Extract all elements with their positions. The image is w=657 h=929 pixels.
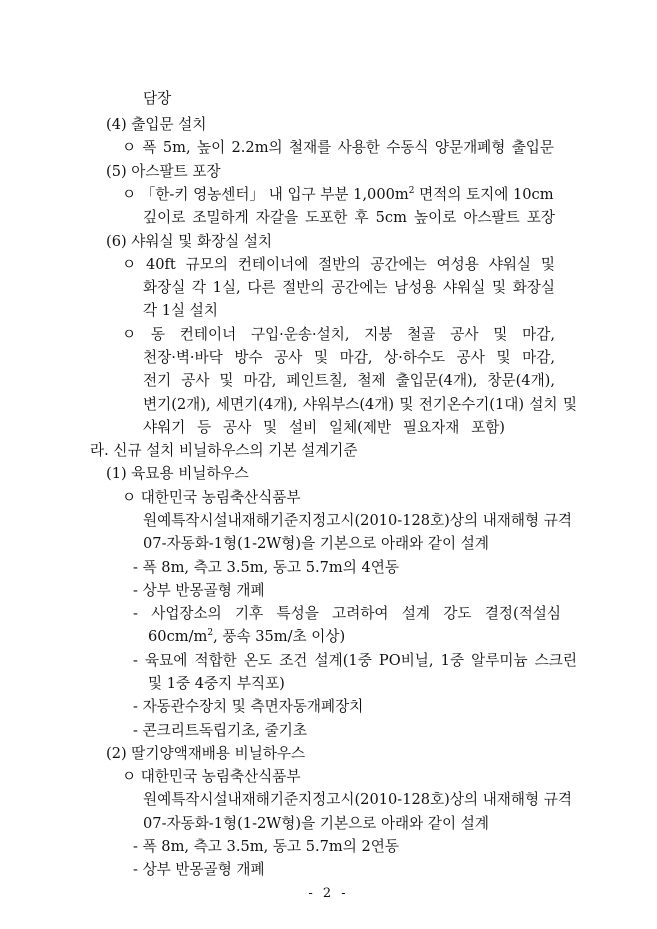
text-line: 변기(2개), 세면기(4개), 샤워부스(4개) 및 전기온수기(1대) 설치 및	[143, 396, 577, 413]
subsection-heading-1: (1) 육묘용 비닐하우스	[106, 465, 249, 482]
dash-item: - 콘크리트독립기초, 줄기초	[133, 722, 307, 739]
bullet-item: ㅇ 대한민국 농림축산식품부	[122, 768, 301, 785]
text-line: 07-자동화-1형(1-2W형)을 기본으로 아래와 같이 설계	[143, 535, 489, 552]
bullet-item: ㅇ 40ft 규모의 컨테이너에 절반의 공간에는 여성용 샤워실 및	[122, 256, 555, 273]
dash-item: - 폭 8m, 측고 3.5m, 동고 5.7m의 4연동	[133, 559, 399, 576]
page-number: - 2 -	[308, 886, 349, 901]
text-line: 및 1중 4중지 부직포)	[148, 675, 285, 692]
dash-item: - 폭 8m, 측고 3.5m, 동고 5.7m의 2연동	[133, 838, 399, 855]
section-heading-4: (4) 출입문 설치	[106, 116, 207, 133]
text-line: $60cm/m^2$, 풍속 35m/초 이상)	[148, 628, 346, 645]
text-line: 07-자동화-1형(1-2W형)을 기본으로 아래와 같이 설계	[143, 815, 489, 832]
bullet-item: ㅇ 「한-키 영농센터」 내 입구 부분 $1,000m^2$ 면적의 토지에 10cm	[122, 186, 554, 203]
dash-item: - 상부 반몽골형 개폐	[133, 582, 265, 599]
subsection-heading-2: (2) 딸기양액재배용 비닐하우스	[106, 745, 306, 762]
text-line: 화장실 각 1실, 다른 절반의 공간에는 남성용 샤워실 및 화장실	[143, 279, 555, 296]
dash-item: - 자동관수장치 및 측면자동개폐장치	[133, 698, 364, 715]
text-line: 원예특작시설내재해기준지정고시(2010-128호)상의 내재해형 규격	[143, 791, 572, 808]
section-heading-6: (6) 샤워실 및 화장실 설치	[106, 233, 273, 250]
section-heading-ra: 라. 신규 설치 비닐하우스의 기본 설계기준	[90, 442, 358, 459]
text-line: 원예특작시설내재해기준지정고시(2010-128호)상의 내재해형 규격	[143, 512, 572, 529]
section-heading-5: (5) 아스팔트 포장	[106, 163, 221, 180]
text-line: 깊이로 조밀하게 자갈을 도포한 후 5cm 높이로 아스팔트 포장	[143, 209, 555, 226]
bullet-item: ㅇ 폭 5m, 높이 2.2m의 철재를 사용한 수동식 양문개폐형 출입문	[122, 139, 554, 156]
text-line: 샤워기 등 공사 및 설비 일체(제반 필요자재 포함)	[143, 419, 505, 436]
text-line: 전기 공사 및 마감, 페인트칠, 철제 출입문(4개), 창문(4개),	[143, 372, 555, 389]
bullet-item: ㅇ 대한민국 농림축산식품부	[122, 489, 301, 506]
text-line: 각 1실 설치	[143, 302, 218, 319]
text-line: 담장	[143, 90, 172, 107]
dash-item: - 사업장소의 기후 특성을 고려하여 설계 강도 결정(적설심	[133, 605, 561, 622]
dash-item: - 상부 반몽골형 개폐	[133, 861, 265, 878]
text-line: 천장·벽·바닥 방수 공사 및 마감, 상·하수도 공사 및 마감,	[143, 349, 555, 366]
dash-item: - 육묘에 적합한 온도 조건 설계(1중 PO비닐, 1중 알루미늄 스크린	[133, 652, 577, 669]
bullet-item: ㅇ 동 컨테이너 구입·운송·설치, 지붕 철골 공사 및 마감,	[122, 326, 555, 343]
